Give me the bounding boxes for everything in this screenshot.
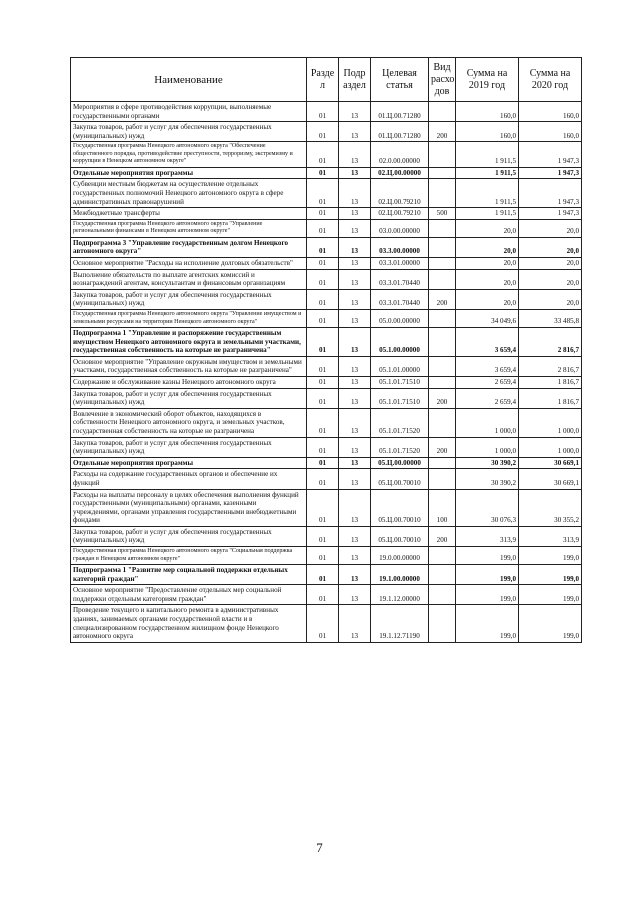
row-section: 01 <box>307 219 339 237</box>
table-row <box>71 167 582 179</box>
row-sum-2020: 199,0 <box>519 605 582 642</box>
row-name: Закупка товаров, работ и услуг для обеспечения государственных (муниципальных) нужд <box>71 526 307 546</box>
row-sum-2019: 199,0 <box>456 565 519 585</box>
row-target-article: 05.Ц.00.00000 <box>371 457 429 469</box>
row-target-article: 03.0.00.00000 <box>371 219 429 237</box>
row-section: 01 <box>307 356 339 376</box>
header-expense-type: Вид расхо дов <box>429 58 456 102</box>
row-name: Подпрограмма 1 "Управление и распоряжение государственным имуществом Ненецкого автономного округа и земельными участками, государственная собственность на которые не разграничена" <box>71 328 307 357</box>
row-sum-2019: 1 911,5 <box>456 167 519 179</box>
table-row <box>71 356 582 376</box>
row-section: 01 <box>307 328 339 357</box>
row-section: 01 <box>307 437 339 457</box>
row-section: 01 <box>307 122 339 142</box>
row-target-article: 03.3.01.00000 <box>371 258 429 270</box>
row-target-article: 19.0.00.00000 <box>371 547 429 565</box>
row-expense-type <box>429 102 456 122</box>
header-section: Разде л <box>307 58 339 102</box>
page-number: 7 <box>316 840 323 855</box>
row-expense-type <box>429 376 456 388</box>
row-name: Закупка товаров, работ и услуг для обеспечения государственных (муниципальных) нужд <box>71 437 307 457</box>
row-sum-2019: 20,0 <box>456 237 519 257</box>
table-row <box>71 489 582 526</box>
row-name: Расходы на выплаты персоналу в целях обеспечения выполнения функций государственными (муниципальными) органами, казенными учреждениями, органами управления государственными внебюджетными фондами <box>71 489 307 526</box>
row-sum-2020: 199,0 <box>519 547 582 565</box>
row-subsection: 13 <box>339 469 371 489</box>
header-target-article: Целевая статья <box>371 58 429 102</box>
row-target-article: 05.1.01.71520 <box>371 437 429 457</box>
row-subsection: 13 <box>339 328 371 357</box>
row-sum-2020: 33 485,8 <box>519 310 582 328</box>
row-target-article: 19.1.12.00000 <box>371 585 429 605</box>
row-name: Государственная программа Ненецкого автономного округа "Управление имуществом и земельными ресурсами на территории Ненецкого автономного округа" <box>71 310 307 328</box>
row-name: Основное мероприятие "Расходы на исполнение долговых обязательств" <box>71 258 307 270</box>
row-subsection: 13 <box>339 258 371 270</box>
row-target-article: 05.1.01.71510 <box>371 376 429 388</box>
table-row <box>71 585 582 605</box>
row-section: 01 <box>307 526 339 546</box>
row-expense-type <box>429 237 456 257</box>
table-row <box>71 328 582 357</box>
row-sum-2020: 20,0 <box>519 237 582 257</box>
row-sum-2019: 1 911,5 <box>456 142 519 168</box>
row-name: Межбюджетные трансферты <box>71 208 307 220</box>
row-expense-type <box>429 547 456 565</box>
row-section: 01 <box>307 258 339 270</box>
row-target-article: 19.1.00.00000 <box>371 565 429 585</box>
row-section: 01 <box>307 376 339 388</box>
row-name: Содержание и обслуживание казны Ненецкого автономного округа <box>71 376 307 388</box>
row-subsection: 13 <box>339 269 371 289</box>
table-row <box>71 408 582 437</box>
table-row <box>71 142 582 168</box>
row-section: 01 <box>307 489 339 526</box>
row-expense-type: 200 <box>429 289 456 309</box>
row-subsection: 13 <box>339 605 371 642</box>
row-sum-2019: 20,0 <box>456 219 519 237</box>
row-target-article: 05.1.01.71510 <box>371 388 429 408</box>
row-subsection: 13 <box>339 489 371 526</box>
row-expense-type <box>429 457 456 469</box>
row-sum-2020: 1 816,7 <box>519 376 582 388</box>
row-section: 01 <box>307 310 339 328</box>
row-name: Расходы на содержание государственных органов и обеспечение их функций <box>71 469 307 489</box>
row-sum-2019: 1 911,5 <box>456 208 519 220</box>
row-sum-2019: 199,0 <box>456 547 519 565</box>
row-name: Закупка товаров, работ и услуг для обеспечения государственных (муниципальных) нужд <box>71 122 307 142</box>
row-sum-2019: 20,0 <box>456 269 519 289</box>
row-expense-type: 200 <box>429 437 456 457</box>
row-subsection: 13 <box>339 179 371 208</box>
row-subsection: 13 <box>339 208 371 220</box>
table-row <box>71 102 582 122</box>
row-target-article: 03.3.01.70440 <box>371 269 429 289</box>
row-sum-2019: 30 390,2 <box>456 469 519 489</box>
row-target-article: 05.Ц.00.70010 <box>371 526 429 546</box>
row-subsection: 13 <box>339 310 371 328</box>
table-row <box>71 208 582 220</box>
table-row <box>71 605 582 642</box>
row-subsection: 13 <box>339 167 371 179</box>
header-sum-2019: Сумма на 2019 год <box>456 58 519 102</box>
row-subsection: 13 <box>339 102 371 122</box>
row-target-article: 02.Ц.00.79210 <box>371 208 429 220</box>
row-expense-type <box>429 269 456 289</box>
row-expense-type <box>429 408 456 437</box>
header-subsection: Подр аздел <box>339 58 371 102</box>
row-subsection: 13 <box>339 219 371 237</box>
table-row <box>71 122 582 142</box>
row-sum-2020: 20,0 <box>519 269 582 289</box>
row-name: Основное мероприятие "Управление окружным имуществом и земельными участками, государственная собственность на которые не разграничена" <box>71 356 307 376</box>
row-expense-type <box>429 565 456 585</box>
row-sum-2020: 313,9 <box>519 526 582 546</box>
row-target-article: 01.Ц.00.71280 <box>371 122 429 142</box>
row-sum-2020: 199,0 <box>519 565 582 585</box>
row-name: Вовлечение в экономический оборот объектов, находящихся в собственности Ненецкого автономного округа, и земельных участков, государственная собственность на которые не разграничена <box>71 408 307 437</box>
row-sum-2020: 199,0 <box>519 585 582 605</box>
row-target-article: 01.Ц.00.71280 <box>371 102 429 122</box>
row-target-article: 02.0.00.00000 <box>371 142 429 168</box>
row-subsection: 13 <box>339 356 371 376</box>
row-sum-2019: 160,0 <box>456 122 519 142</box>
row-expense-type: 100 <box>429 489 456 526</box>
row-subsection: 13 <box>339 585 371 605</box>
row-sum-2020: 20,0 <box>519 258 582 270</box>
row-sum-2020: 30 355,2 <box>519 489 582 526</box>
row-target-article: 02.Ц.00.79210 <box>371 179 429 208</box>
row-target-article: 05.0.00.00000 <box>371 310 429 328</box>
row-section: 01 <box>307 469 339 489</box>
row-name: Государственная программа Ненецкого автономного округа "Управление региональными финансами в Ненецком автономном округе" <box>71 219 307 237</box>
row-expense-type <box>429 328 456 357</box>
row-expense-type <box>429 469 456 489</box>
row-sum-2019: 1 911,5 <box>456 179 519 208</box>
row-sum-2019: 20,0 <box>456 289 519 309</box>
row-name: Государственная программа Ненецкого автономного округа "Обеспечение общественного порядка, противодействие преступности, терроризму, экстремизму и коррупции в Ненецком автономном округе" <box>71 142 307 168</box>
row-section: 01 <box>307 269 339 289</box>
row-section: 01 <box>307 167 339 179</box>
row-expense-type: 500 <box>429 208 456 220</box>
row-subsection: 13 <box>339 457 371 469</box>
row-sum-2019: 1 000,0 <box>456 408 519 437</box>
row-sum-2020: 1 000,0 <box>519 408 582 437</box>
row-section: 01 <box>307 547 339 565</box>
row-expense-type <box>429 585 456 605</box>
row-name: Государственная программа Ненецкого автономного округа "Социальная поддержка граждан в Ненецком автономном округе" <box>71 547 307 565</box>
row-expense-type: 200 <box>429 526 456 546</box>
row-target-article: 05.Ц.00.70010 <box>371 489 429 526</box>
row-target-article: 05.Ц.00.70010 <box>371 469 429 489</box>
header-name: Наименование <box>71 58 307 102</box>
row-subsection: 13 <box>339 526 371 546</box>
row-expense-type <box>429 179 456 208</box>
budget-table <box>70 57 582 643</box>
budget-document <box>70 57 581 643</box>
row-expense-type <box>429 310 456 328</box>
row-sum-2020: 2 816,7 <box>519 356 582 376</box>
row-sum-2020: 1 947,3 <box>519 167 582 179</box>
row-sum-2019: 2 659,4 <box>456 376 519 388</box>
table-row <box>71 437 582 457</box>
table-row <box>71 179 582 208</box>
row-section: 01 <box>307 585 339 605</box>
row-expense-type <box>429 356 456 376</box>
row-name: Подпрограмма 3 "Управление государственным долгом Ненецкого автономного округа" <box>71 237 307 257</box>
table-row <box>71 237 582 257</box>
row-sum-2019: 2 659,4 <box>456 388 519 408</box>
row-expense-type <box>429 167 456 179</box>
row-section: 01 <box>307 237 339 257</box>
row-sum-2019: 3 659,4 <box>456 328 519 357</box>
row-subsection: 13 <box>339 547 371 565</box>
table-row <box>71 289 582 309</box>
row-sum-2019: 20,0 <box>456 258 519 270</box>
table-row <box>71 376 582 388</box>
row-name: Выполнение обязательств по выплате агентских комиссий и вознаграждений агентам, консультантам и финансовым организациям <box>71 269 307 289</box>
row-sum-2020: 20,0 <box>519 289 582 309</box>
row-section: 01 <box>307 102 339 122</box>
row-subsection: 13 <box>339 565 371 585</box>
table-row <box>71 457 582 469</box>
row-sum-2020: 1 947,3 <box>519 179 582 208</box>
row-name: Субвенции местным бюджетам на осуществление отдельных государственных полномочий Ненецкого автономного округа в сфере административных правонарушений <box>71 179 307 208</box>
row-sum-2020: 1 947,3 <box>519 142 582 168</box>
row-sum-2019: 313,9 <box>456 526 519 546</box>
row-sum-2019: 3 659,4 <box>456 356 519 376</box>
row-sum-2019: 30 390,2 <box>456 457 519 469</box>
table-row <box>71 469 582 489</box>
row-expense-type <box>429 219 456 237</box>
row-name: Закупка товаров, работ и услуг для обеспечения государственных (муниципальных) нужд <box>71 289 307 309</box>
row-expense-type <box>429 258 456 270</box>
row-subsection: 13 <box>339 376 371 388</box>
row-sum-2020: 1 947,3 <box>519 208 582 220</box>
row-expense-type <box>429 605 456 642</box>
table-row <box>71 388 582 408</box>
row-target-article: 05.1.01.00000 <box>371 356 429 376</box>
row-expense-type: 200 <box>429 122 456 142</box>
row-section: 01 <box>307 179 339 208</box>
row-sum-2019: 160,0 <box>456 102 519 122</box>
row-subsection: 13 <box>339 437 371 457</box>
row-target-article: 05.1.00.00000 <box>371 328 429 357</box>
row-sum-2020: 30 669,1 <box>519 457 582 469</box>
row-subsection: 13 <box>339 237 371 257</box>
row-section: 01 <box>307 208 339 220</box>
row-section: 01 <box>307 408 339 437</box>
row-expense-type <box>429 142 456 168</box>
row-sum-2019: 199,0 <box>456 585 519 605</box>
row-sum-2019: 199,0 <box>456 605 519 642</box>
table-row <box>71 258 582 270</box>
row-name: Подпрограмма 1 "Развитие мер социальной поддержки отдельных категорий граждан" <box>71 565 307 585</box>
row-sum-2020: 30 669,1 <box>519 469 582 489</box>
row-section: 01 <box>307 565 339 585</box>
row-name: Мероприятия в сфере противодействия коррупции, выполняемые государственными органами <box>71 102 307 122</box>
row-sum-2019: 30 076,3 <box>456 489 519 526</box>
table-row <box>71 269 582 289</box>
row-section: 01 <box>307 605 339 642</box>
row-name: Отдельные мероприятия программы <box>71 167 307 179</box>
table-row <box>71 526 582 546</box>
row-subsection: 13 <box>339 388 371 408</box>
row-section: 01 <box>307 457 339 469</box>
row-subsection: 13 <box>339 408 371 437</box>
row-subsection: 13 <box>339 289 371 309</box>
row-target-article: 19.1.12.71190 <box>371 605 429 642</box>
row-target-article: 05.1.01.71520 <box>371 408 429 437</box>
row-sum-2020: 160,0 <box>519 122 582 142</box>
row-name: Отдельные мероприятия программы <box>71 457 307 469</box>
row-section: 01 <box>307 142 339 168</box>
row-target-article: 03.3.01.70440 <box>371 289 429 309</box>
row-subsection: 13 <box>339 142 371 168</box>
table-row <box>71 310 582 328</box>
row-name: Проведение текущего и капитального ремонта в административных зданиях, занимаемых органами государственной власти и в специализированном государственном жилищном фонде Ненецкого автономного округа <box>71 605 307 642</box>
row-sum-2020: 1 000,0 <box>519 437 582 457</box>
header-sum-2020: Сумма на 2020 год <box>519 58 582 102</box>
table-header-row <box>71 58 582 102</box>
row-expense-type: 200 <box>429 388 456 408</box>
row-sum-2019: 34 049,6 <box>456 310 519 328</box>
row-subsection: 13 <box>339 122 371 142</box>
row-name: Закупка товаров, работ и услуг для обеспечения государственных (муниципальных) нужд <box>71 388 307 408</box>
row-sum-2020: 2 816,7 <box>519 328 582 357</box>
row-section: 01 <box>307 289 339 309</box>
table-row <box>71 219 582 237</box>
row-sum-2020: 160,0 <box>519 102 582 122</box>
table-row <box>71 547 582 565</box>
row-target-article: 03.3.00.00000 <box>371 237 429 257</box>
row-sum-2019: 1 000,0 <box>456 437 519 457</box>
row-section: 01 <box>307 388 339 408</box>
row-sum-2020: 20,0 <box>519 219 582 237</box>
row-target-article: 02.Ц.00.00000 <box>371 167 429 179</box>
row-sum-2020: 1 816,7 <box>519 388 582 408</box>
row-name: Основное мероприятие "Предоставление отдельных мер социальной поддержки отдельным категориям граждан" <box>71 585 307 605</box>
table-body <box>71 102 582 643</box>
table-row <box>71 565 582 585</box>
